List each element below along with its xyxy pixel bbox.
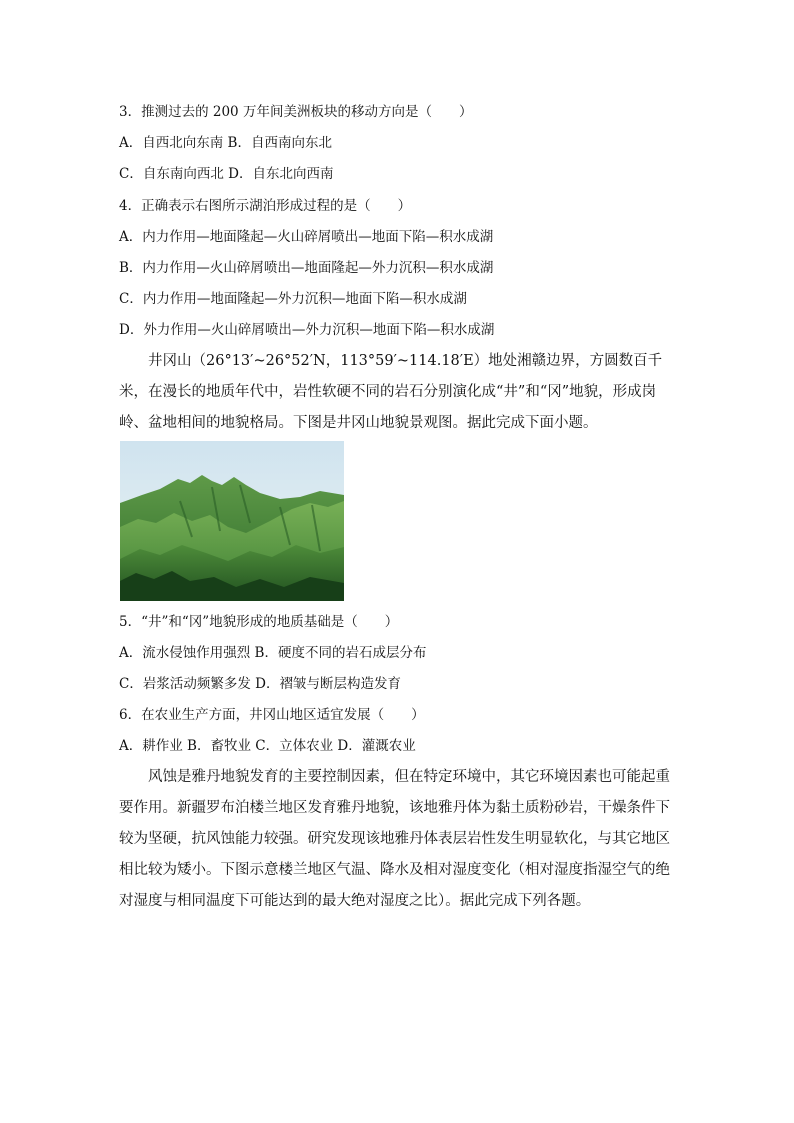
question-4-option-b: B．内力作用—火山碎屑喷出—地面隆起—外力沉积—积水成湖 bbox=[119, 260, 494, 276]
jinggangshan-landscape-photo bbox=[120, 441, 344, 601]
question-4-option-c: C．内力作用—地面隆起—外力沉积—地面下陷—积水成湖 bbox=[119, 291, 467, 307]
question-5-options-ab: A．流水侵蚀作用强烈 B．硬度不同的岩石成层分布 bbox=[119, 645, 427, 661]
question-3-options-cd: C．自东南向西北 D．自东北向西南 bbox=[119, 166, 334, 182]
question-4-option-a: A．内力作用—地面隆起—火山碎屑喷出—地面下陷—积水成湖 bbox=[119, 229, 494, 245]
passage-yardang-text: 风蚀是雅丹地貌发育的主要控制因素，但在特定环境中，其它环境因素也可能起重要作用。新疆罗布泊楼兰地区发育雅丹地貌，该地雅丹体为黏土质粉砂岩，干燥条件下较为坚硬，抗风蚀能力较强。研究发现该地雅丹体表层岩性发生明显软化，与其它地区相比较为矮小。下图示意楼兰地区气温、降水及相对湿度变化（相对湿度指湿空气的绝对湿度与相同温度下可能达到的最大绝对湿度之比）。据此完成下列各题。 bbox=[119, 769, 670, 909]
question-4-option-d: D．外力作用—火山碎屑喷出—外力沉积—地面下陷—积水成湖 bbox=[119, 322, 495, 338]
question-3-options-ab: A．自西北向东南 B．自西南向东北 bbox=[119, 135, 332, 151]
question-6-options: A．耕作业 B．畜牧业 C．立体农业 D．灌溉农业 bbox=[119, 738, 416, 754]
question-5-options-cd: C．岩浆活动频繁多发 D．褶皱与断层构造发育 bbox=[119, 676, 401, 692]
passage-yardang bbox=[119, 762, 679, 917]
question-5-stem: 5．“井”和“冈”地貌形成的地质基础是（ ） bbox=[119, 614, 399, 630]
passage-jinggangshan bbox=[119, 346, 679, 439]
question-3-stem: 3．推测过去的 200 万年间美洲板块的移动方向是（ ） bbox=[119, 104, 473, 120]
passage-jinggangshan-text: 井冈山（26°13′~26°52′N，113°59′~114.18′E）地处湘赣边界，方圆数百千米，在漫长的地质年代中，岩性软硬不同的岩石分别演化成“井”和“冈”地貌，形成岗岭、盆地相间的地貌格局。下图是井冈山地貌景观图。据此完成下面小题。 bbox=[119, 353, 663, 431]
question-4-stem: 4．正确表示右图所示湖泊形成过程的是（ ） bbox=[119, 198, 412, 214]
question-6-stem: 6．在农业生产方面，井冈山地区适宜发展（ ） bbox=[119, 707, 425, 723]
